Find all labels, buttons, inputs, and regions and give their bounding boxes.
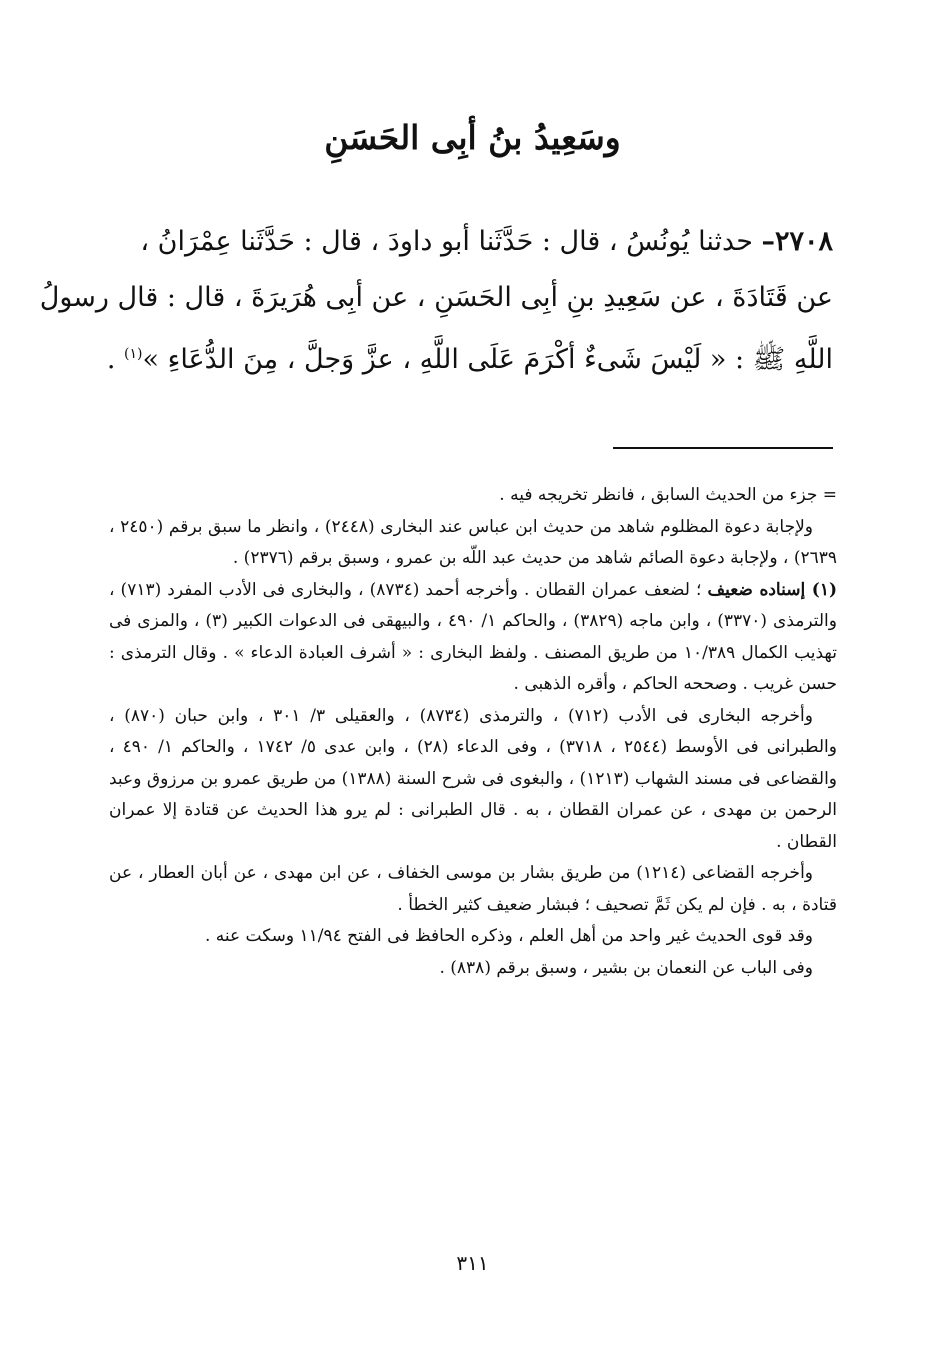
hadith-line-1 xyxy=(111,214,833,270)
footnote-divider xyxy=(613,447,833,449)
footnote-paragraph: وأخرجه القضاعى (١٢١٤) من طريق بشار بن موسى الخفاف ، عن ابن مهدى ، عن أبان العطار ، عن قتادة ، به . فإن لم يكن ثَمَّ تصحيف ؛ فبشار ضعيف كثير الخطأ . xyxy=(109,863,837,915)
footnote-paragraph: وقد قوى الحديث غير واحد من أهل العلم ، وذكره الحافظ فى الفتح ١١/٩٤ وسكت عنه . xyxy=(204,926,813,946)
hadith-end: . xyxy=(106,344,125,375)
footnote-paragraph: وفى الباب عن النعمان بن بشير ، وسبق برقم (٨٣٨) . xyxy=(439,957,813,978)
footnotes xyxy=(109,480,837,984)
footnote-1 xyxy=(109,575,837,701)
page-number: ٣١١ xyxy=(456,1251,489,1275)
hadith-line-3-text: اللَّهِ ﷺ : « لَيْسَ شَىءٌ أكْرَمَ عَلَى اللَّهِ ، عزَّ وَجلَّ ، مِنَ الدُّعَاءِ » xyxy=(142,344,833,375)
footnote-1-text: ؛ لضعف عمران القطان . وأخرجه أحمد (٨٧٣٤) ، والبخارى فى الأدب المفرد (٧١٣) ، والترمذى (٣٣٧٠) ، وابن ماجه (٣٨٢٩) ، والحاكم ١/ ٤٩٠ ، والبيهقى فى الدعوات الكبير (٣) ، والمزى فى تهذيب الكمال ١٠/٣٨٩ من طريق المصنف . ولفظ البخارى : « أشرف العبادة الدعاء » . وقال الترمذى : حسن غريب . وصححه الحاكم ، وأقره الذهبى . xyxy=(109,579,837,694)
footnote-reference: (١) xyxy=(124,346,143,362)
hadith-line-2: عن قَتَادَةَ ، عن سَعِيدِ بنِ أبِى الحَسَنِ ، عن أبِى هُرَيرَةَ ، قال : قال رسولُ xyxy=(39,282,833,313)
hadith-line-1-text: حدثنا يُونُسُ ، قال : حَدَّثَنا أبو داودَ ، قال : حَدَّثَنا عِمْرَانُ ، xyxy=(140,226,753,257)
hadith-text xyxy=(39,214,833,388)
footnote-paragraph: وأخرجه البخارى فى الأدب (٧١٢) ، والترمذى (٨٧٣٤) ، والعقيلى ٣/ ٣٠١ ، وابن حبان (٨٧٠) ، والطبرانى فى الأوسط (٢٥٤٤ ، ٣٧١٨) ، وفى الدعاء (٢٨) ، وابن عدى ٥/ ١٧٤٢ ، والحاكم ١/ ٤٩٠ ، والقضاعى فى مسند الشهاب (١٢١٣) ، والبغوى فى شرح السنة (١٣٨٨) من طريق عمرو بن مرزوق وعبد الرحمن بن مهدى ، عن عمران القطان ، به . قال الطبرانى : لم يرو هذا الحديث عن قتادة إلا عمران القطان . xyxy=(109,705,838,852)
footnote-1-lead: (١) إسناده ضعيف xyxy=(707,579,838,600)
hadith-line-3 xyxy=(106,326,833,388)
hadith-number: ٢٧٠٨– xyxy=(761,226,833,257)
footnote-continuation: = جزء من الحديث السابق ، فانظر تخريجه فيه . xyxy=(499,485,837,505)
footnote-paragraph: ولإجابة دعوة المظلوم شاهد من حديث ابن عباس عند البخارى (٢٤٤٨) ، وانظر ما سبق برقم (٢٤٥٠ ، ٢٦٣٩) ، ولإجابة دعوة الصائم شاهد من حديث عبد اللّه بن عمرو ، وسبق برقم (٢٣٧٦) . xyxy=(109,516,837,568)
chapter-title: وسَعِيدُ بنُ أبِى الحَسَنِ xyxy=(324,118,621,157)
